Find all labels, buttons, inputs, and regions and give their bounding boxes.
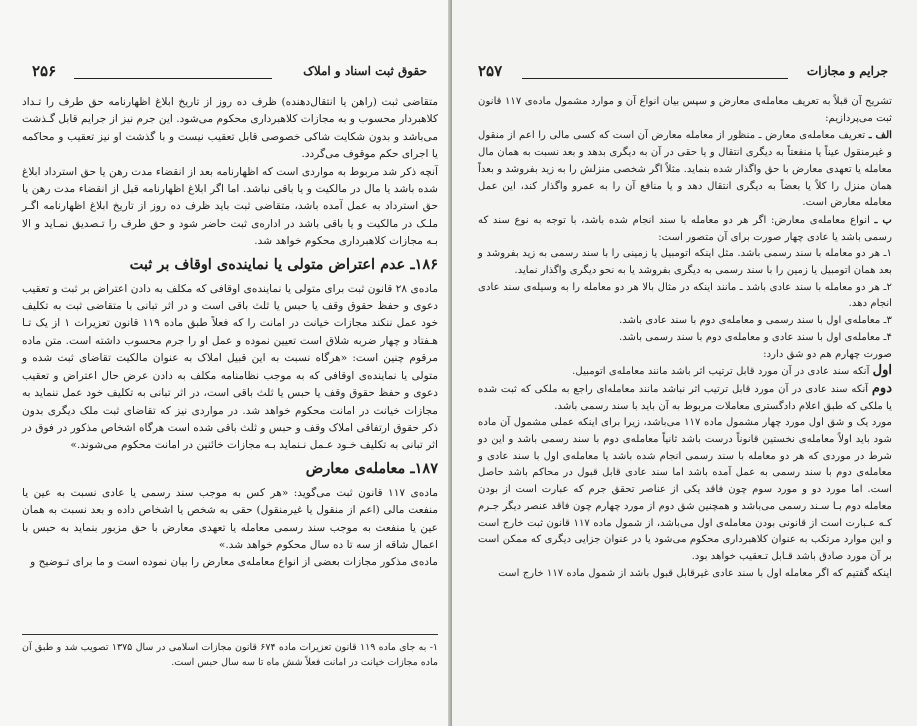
part-alef-text: تعریف معامله‌ی معارض ـ منظور از معامله معارض آن است که کسی مالی را اعم از منقول و غیرمنقول عیناً یا منفعتاً به دیگری انتقال و یا حقی در آن به دیگری بدهد و بعد نسبت به همان مال معامله یا تعهدی معارض با حق واگذار شده بنماید. مثلاً اگر شخصی منزلش را به زید بفروشد و بعداً همان منزل را کلاً یا بعضاً به دیگری انتقال دهد و یا منافع آن را به عمرو واگذار کند، این عمل معامله معارض است. — [478, 130, 892, 209]
section-187-paragraph-1: ماده‌ی ۱۱۷ قانون ثبت می‌گوید: «هر کس به موجب سند رسمی یا عادی نسبت به عین یا منفعت مالی (اعم از منقول یا غیرمنقول) حقی به شخص یا اشخاص داده و بعد نسبت به همان عین یا منفعت به موجب سند رسمی معامله یا تعهدی معارض با حق مزبور بنماید به حبس با اعمال شاقه از سه تا ده سال محکوم خواهد شد.» — [22, 486, 438, 551]
list-item-1: ۱ـ هر دو معامله با سند رسمی باشد. مثل اینکه اتومبیل یا زمینی را با سند رسمی به زید بفروشد و بعد همان اتومبیل یا زمین را با سند رسمی به دیگری بفروشد یا به نحو دیگری واگذار نماید. — [478, 248, 892, 277]
case-dovom — [478, 381, 892, 415]
footnote-rule — [22, 634, 438, 635]
right-header-title: جرایم و مجازات — [806, 64, 888, 78]
left-header-title: حقوق ثبت اسناد و املاک — [303, 64, 427, 78]
long-paragraph: مورد یک و شق اول مورد چهار مشمول ماده ۱۱۷ می‌باشد، زیرا برای اینکه عملی مشمول آن ماده شود باید اولاً معامله‌ی نخستین قانوناً درست باشد ثانیاً معامله‌ی دوم با سند رسمی باشد و این دو شرط در موردی که هر دو معامله با سند رسمی انجام شده باشد یا معامله‌ی اول با سند عادی و معامله‌ی دوم با سند رسمی به عمل آمده باشد اما سند عادی قابل قبول در محاکم باشد حاصل است. اما مورد دو و مورد سوم چون فاقد یکی از عناصر تحقق جرم که عبارت است از بودن معامله دوم بـا سـند رسمی می‌باشد و همچنین شق دوم از مورد چهارم چون فاقد عنصر دیگر جـرم کـه عـبارت است از قانونی بودن معامله‌ی اول می‌باشد، از شمول ماده ۱۱۷ قانون ثبت خارج است و این موارد مرتکب به عنوان کلاهبرداری محکوم می‌شود یا در عنوان جزایی دیگری که ممکن است بر آن مورد صادق باشد قـابل تـعقیب خواهد بود. — [478, 417, 892, 562]
left-footnote: ۱- به جای ماده ۱۱۹ قانون تعزیرات ماده ۶۷۴ قانون مجازات اسلامی در سال ۱۳۷۵ تصویب شد و طبق آن ماده مجازات خیانت در امانت فعلاً شش ماه تا سه سال حبس است. — [22, 642, 439, 668]
case-avval-label: اول — [872, 363, 892, 379]
case-dovom-text: آنکه سند عادی در آن مورد قابل ترتیب اثر نباشد مانند معامله‌ای راجع به ملکی که ثبت شده یا ملکی که طبق اعلام دادگستری معاملات مربوط به آن باید با سند رسمی باشد. — [478, 383, 892, 412]
left-page-header — [32, 64, 427, 84]
case-avval-text: آنکه سند عادی در آن مورد قابل ترتیب اثر باشد مانند معامله‌ی اتومبیل. — [572, 366, 870, 378]
right-page-header — [478, 64, 888, 84]
section-187-heading: ۱۸۷ـ معامله‌ی معارض — [305, 459, 438, 477]
left-page-number: ۲۵۶ — [32, 62, 57, 80]
right-page — [452, 0, 917, 726]
part-alef-label: الف ـ — [868, 129, 893, 142]
right-intro: تشریح آن قبلاً به تعریف معامله‌ی معارض و سپس بیان انواع آن و موارد مشمول ماده‌ی ۱۱۷ قانون ثبت می‌پردازیم: — [478, 96, 893, 124]
right-page-body — [478, 94, 892, 582]
left-page — [0, 0, 452, 726]
case-avval — [478, 363, 892, 381]
left-paragraph-1: متقاضی ثبت (راهن یا انتقال‌دهنده) ظرف ده روز از تاریخ ابلاغ اظهارنامه حق طرف را تـداد کلاهبردار محسوب و به مجازات کلاهبرداری محکوم می‌شود. این جرم نیز از جرایم قابل گـذشت می‌باشد و بدون شکایت شاکی خصوصی قابل تعقیب نیست و با گذشت او نیز تعقیب و محاکمه یا اجرای حکم موقوف می‌گردد. — [22, 96, 438, 161]
part-alef — [478, 127, 892, 212]
section-186-paragraph: ماده‌ی ۲۸ قانون ثبت برای متولی یا نماینده‌ی اوقافی که مکلف به دادن اعتراض بر ثبت و تعقیب دعوی و حفظ حقوق وقف یا حبس یا ثلث باقی است و در اثر تبانی با متقاضی ثبت به تکلیف خود عمل ننکند مجازات خیانت در امانت را که فعلاً طبق ماده ۱۱۹ قانون تعزیرات ۱ از یک تـا هـفتاد و چهار ضربه شلاق است تعیین نموده و عمل او را جرم محسوب داشته است. متن ماده مرقوم چنین است: «هرگاه نسبت به این قبیل املاک به عنوان مالکیت تقاضای ثبت شده و متولی یا نماینده‌ی اوقافی که به موجب نظامنامه مکلف به دادن عرض حال اعتراض و تعقیب دعوی و حفظ حقوق وقف یا حبس یا ثلث باقی است، در اثر تبانی به تکلیف خود عمل ننماید به مجازات خیانت در امانت محکوم خواهد شد. در مواردی نیز که تقاضای ثبت ملک دیگری بدون ذکر حقوق ارتفاقی املاک وقف و حبس و ثلث باقی شده است هرگاه اشخاص مذکور در فوق در اثر تبانی به تکلیف خـود عـمل نـنماید بـه مجازات خائنین در امانت محکوم می‌شوند.» — [22, 282, 438, 452]
right-page-number: ۲۵۷ — [478, 62, 503, 80]
list-item-3: ۳ـ معامله‌ی اول با سند رسمی و معامله‌ی دوم با سند عادی باشد. — [618, 315, 892, 327]
left-paragraph-2: آنچه ذکر شد مربوط به مواردی است که اظهارنامه بعد از انقضاء مدت رهن یا حق استرداد ابلاغ شده باشد یا مال در مالکیت و یا باقی نباشد. اما اگر ابلاغ اظهارنامه قبل از انقضاء مدت رهن یا حق استرداد به عمل آمده باشد، متقاضی ثبت باید ظرف ده روز از تاریخ ابلاغ اظهارنامه اگـر ملـک در مالکیت و یا باقی باشد در اداره‌ی ثبت حاضر شود و حق طرف را تـصدیق نمـاید و الا بـه مجازات کلاهبرداری محکوم خواهد شد. — [22, 165, 438, 248]
final-line: اینکه گفتیم که اگر معامله اول با سند عادی غیرقابل قبول باشد از شمول ماده ۱۱۷ خارج است — [498, 567, 892, 579]
part-be — [478, 212, 892, 246]
section-186-heading: ۱۸۶ـ عدم اعتراض متولی یا نماینده‌ی اوقاف بر ثبت — [129, 255, 438, 273]
left-page-body — [22, 94, 438, 572]
left-header-rule — [74, 78, 272, 79]
part-be-text: انواع معامله‌ی معارض: اگر هر دو معامله با سند انجام شده باشد، با توجه به نوع سند که رسمی باشد یا عادی چهار صورت برای آن متصور است: — [478, 214, 892, 243]
right-header-rule — [522, 78, 788, 79]
list-item-2: ۲ـ هر دو معامله با سند عادی باشد ـ مانند اینکه در مثال بالا هر دو معامله را به وسیله‌ی سند عادی انجام دهد. — [478, 281, 892, 310]
list-item-4: ۴ـ معامله‌ی اول با سند عادی و معامله‌ی دوم با سند رسمی باشد. — [618, 331, 892, 343]
section-187-paragraph-2: ماده‌ی مذکور مجازات بعضی از انواع معامله‌ی معارض را بیان نموده است و ما برای تـوضیح و — [30, 556, 438, 569]
case-dovom-label: دوم — [871, 380, 892, 396]
part-be-label: ب ـ — [874, 213, 893, 226]
fourth-case-note: صورت چهارم هم دو شق دارد: — [763, 348, 892, 360]
